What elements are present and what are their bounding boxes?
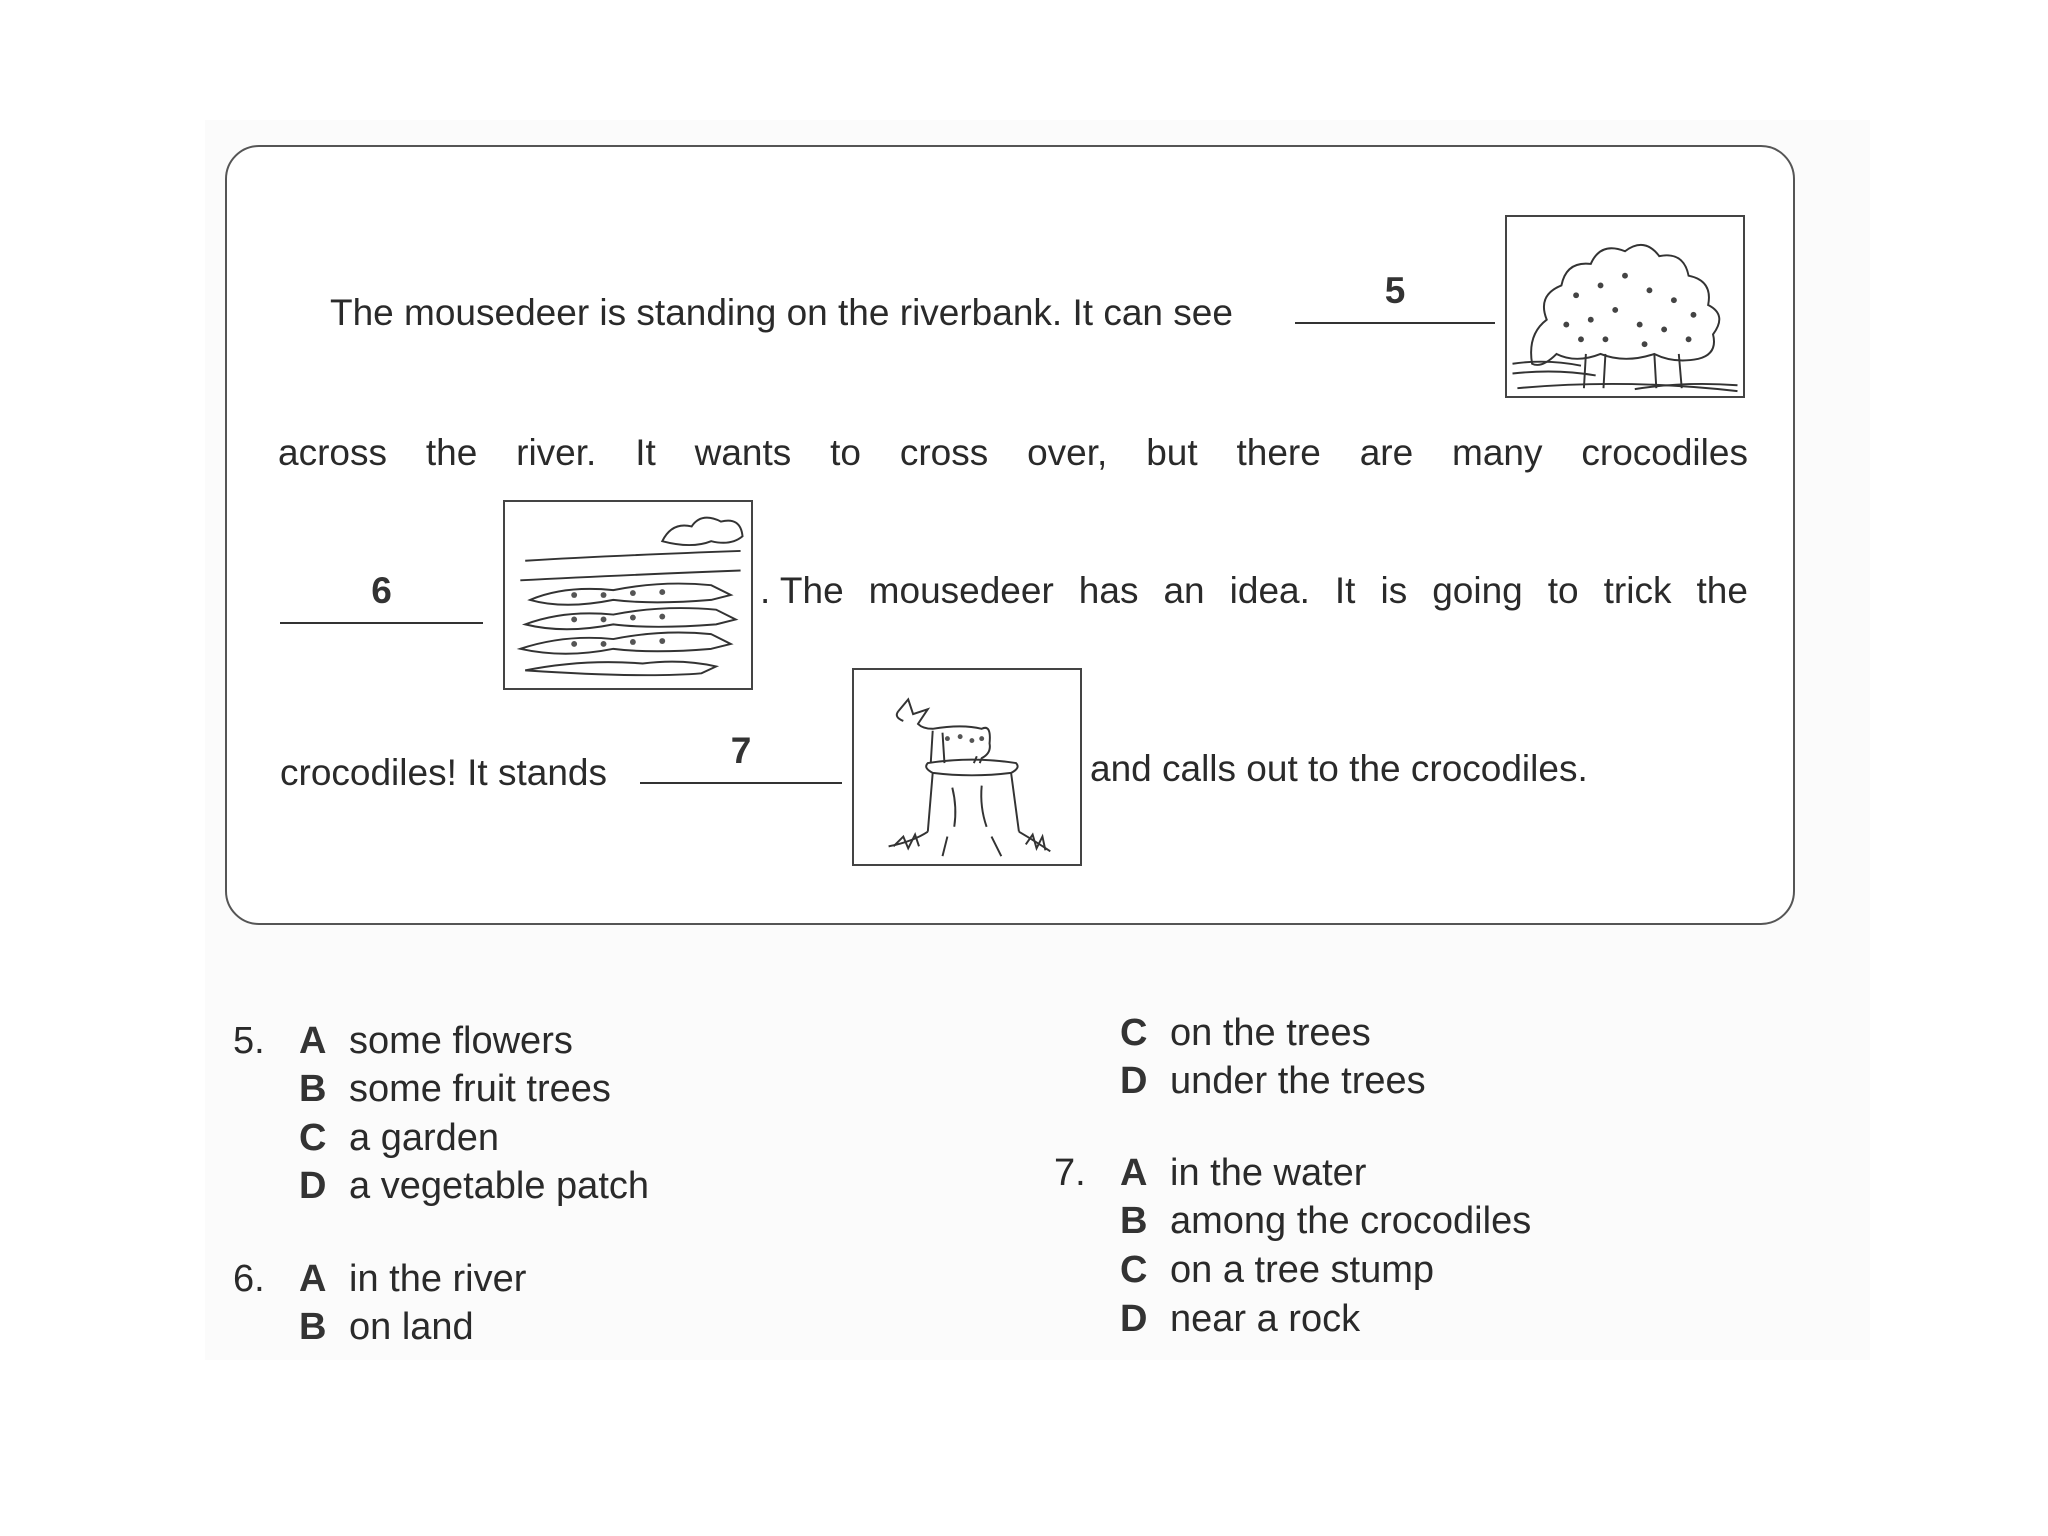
option-letter: C: [1120, 1249, 1148, 1291]
mousedeer-illustration: [854, 670, 1080, 864]
option-letter: B: [299, 1068, 327, 1110]
passage-word: river.: [516, 432, 597, 473]
option-text: some fruit trees: [349, 1068, 611, 1110]
option-text: near a rock: [1170, 1298, 1361, 1340]
question-number: 6.: [233, 1258, 265, 1300]
blank-6-line: [280, 622, 483, 624]
question-6-option-b[interactable]: [299, 1306, 474, 1349]
passage-word: crocodiles: [1581, 432, 1748, 473]
blank-7-line: [640, 782, 842, 784]
passage-word: going: [1432, 570, 1523, 611]
option-text: a vegetable patch: [349, 1165, 650, 1207]
passage-word: an: [1163, 570, 1205, 611]
passage-word: is: [1380, 570, 1408, 611]
passage-word: idea.: [1229, 570, 1310, 611]
crocodiles-in-river-picture: [503, 500, 753, 690]
option-letter: A: [299, 1020, 327, 1062]
option-text: among the crocodiles: [1170, 1200, 1532, 1242]
blank-7-number: 7: [730, 730, 752, 771]
passage-word: the: [1696, 570, 1748, 611]
mousedeer-on-stump-picture: [852, 668, 1082, 866]
option-text: in the river: [349, 1258, 527, 1300]
blank-5-line: [1295, 322, 1495, 324]
option-text: on land: [349, 1306, 474, 1348]
passage-word: across: [278, 432, 387, 473]
question-6-option-a[interactable]: [233, 1258, 526, 1301]
passage-word: wants: [694, 432, 792, 473]
passage-line-4-end: and calls out to the crocodiles.: [1090, 748, 1588, 789]
passage-word: there: [1236, 432, 1321, 473]
question-7-option-c[interactable]: [1120, 1249, 1434, 1292]
option-letter: A: [1120, 1152, 1148, 1194]
blank-5-number: 5: [1384, 270, 1406, 311]
question-7-option-d[interactable]: [1120, 1298, 1360, 1341]
passage-word: are: [1359, 432, 1414, 473]
fruit-trees-illustration: [1507, 217, 1743, 396]
passage-word: the: [425, 432, 478, 473]
question-5-option-c[interactable]: [299, 1117, 499, 1160]
option-text: some flowers: [349, 1020, 573, 1062]
passage-line-1: The mousedeer is standing on the riverbank. It can see: [330, 292, 1233, 333]
option-letter: A: [299, 1258, 327, 1300]
option-text: on a tree stump: [1170, 1249, 1435, 1291]
option-text: under the trees: [1170, 1060, 1426, 1102]
question-7-option-a[interactable]: [1054, 1152, 1366, 1195]
passage-word: . The: [760, 570, 844, 611]
question-number: 5.: [233, 1020, 265, 1062]
question-6-option-c[interactable]: [1120, 1012, 1371, 1055]
passage-word: to: [1547, 570, 1579, 611]
question-5-option-b[interactable]: [299, 1068, 611, 1111]
blank-6-number: 6: [371, 570, 392, 611]
passage-word: to: [830, 432, 861, 473]
question-6-option-d[interactable]: [1120, 1060, 1426, 1103]
option-letter: D: [1120, 1298, 1148, 1340]
passage-word: It: [1334, 570, 1356, 611]
passage-word: mousedeer: [868, 570, 1054, 611]
passage-word: over,: [1027, 432, 1108, 473]
option-letter: D: [299, 1165, 327, 1207]
option-text: a garden: [349, 1117, 500, 1159]
fruit-trees-picture: [1505, 215, 1745, 398]
passage-line-2: [278, 432, 1748, 474]
option-letter: C: [299, 1117, 327, 1159]
passage-word: has: [1078, 570, 1139, 611]
option-text: on the trees: [1170, 1012, 1371, 1054]
passage-line-3: [760, 570, 1748, 612]
option-letter: C: [1120, 1012, 1148, 1054]
option-letter: B: [1120, 1200, 1148, 1242]
option-text: in the water: [1170, 1152, 1367, 1194]
question-5-option-d[interactable]: [299, 1165, 649, 1208]
passage-word: but: [1146, 432, 1198, 473]
passage-line-4-start: crocodiles! It stands: [280, 752, 607, 793]
crocodiles-illustration: [505, 502, 751, 688]
passage-word: cross: [899, 432, 989, 473]
option-letter: D: [1120, 1060, 1148, 1102]
passage-word: many: [1452, 432, 1543, 473]
question-number: 7.: [1054, 1152, 1086, 1194]
question-7-option-b[interactable]: [1120, 1200, 1531, 1243]
passage-word: It: [635, 432, 656, 473]
option-letter: B: [299, 1306, 327, 1348]
passage-word: trick: [1603, 570, 1672, 611]
question-5-option-a[interactable]: [233, 1020, 573, 1063]
